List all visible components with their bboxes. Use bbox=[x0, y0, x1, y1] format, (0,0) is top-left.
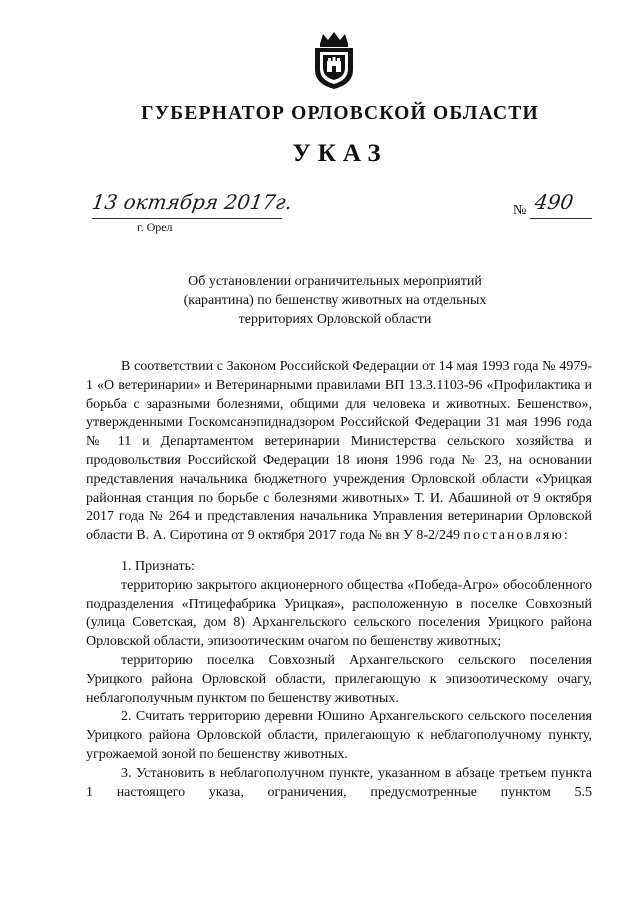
subject-line: (карантина) по бешенству животных на отдельных bbox=[183, 293, 487, 308]
number-underline bbox=[530, 218, 592, 219]
item-paragraph: 2. Считать территорию деревни Юшино Архангельского сельского поселения Урицкого района Орловской области, прилегающую к неблагополучному пункту, угрожаемой зоной по бешенству животных. bbox=[86, 709, 592, 762]
number-label: № bbox=[513, 203, 527, 218]
date-underline bbox=[92, 218, 282, 219]
preamble-paragraph bbox=[86, 358, 592, 546]
item-paragraph: 3. Установить в неблагополучном пункте, указанном в абзаце третьем пункта 1 настоящего указа, ограничения, предусмотренные пунктом 5.5 bbox=[86, 765, 592, 800]
subject-line: территориях Орловской области bbox=[238, 312, 432, 327]
subject-line: Об установлении ограничительных мероприятий bbox=[188, 274, 482, 289]
city-label: г. Орел bbox=[137, 220, 173, 234]
item-paragraph: 1. Признать: bbox=[121, 558, 195, 574]
decree-body bbox=[86, 358, 592, 802]
preamble-keyword: постановляю: bbox=[463, 528, 570, 544]
item-paragraph: территорию закрытого акционерного общества «Победа-Агро» обособленного подразделения «Птицефабрика Урицкая», расположенную в поселке Совхозный (улица Советская, дом 8) Архангельского сельского поселения Урицкого района Орловской области, эпизоотическим очагом по бешенству животных; bbox=[86, 577, 592, 650]
item-paragraph: территорию поселка Совхозный Архангельского сельского поселения Урицкого района Орловской области, прилегающую к эпизоотическому очагу, неблагополучным пунктом по бешенству животных. bbox=[86, 652, 592, 706]
coat-of-arms-emblem bbox=[311, 30, 357, 90]
handwritten-date: 13 октября 2017г. bbox=[90, 190, 294, 214]
preamble-text: В соответствии с Законом Российской Федерации от 14 мая 1993 года № 4979-1 «О ветеринарии» и Ветеринарными правилами ВП 13.3.1103-96 «Профилактика и борьба с заразными болезнями, общими для человека и животных. Бешенство», утвержденными Госкомсанэпиднадзором Российской Федерации 31 мая 1996 года № 11 и Департаментом ветеринарии Министерства сельского хозяйства и продовольствия Российской Федерации 18 июня 1996 года № 23, на основании представления начальника бюджетного учреждения Орловской области «Урицкая районная станция по борьбе с болезнями животных» Т. И. Абашиной от 9 октября 2017 года № 264 и представления начальника Управления ветеринарии Орловской области В. А. Сиротина от 9 октября 2017 года № вн У 8-2/249 bbox=[86, 359, 592, 544]
decree-title: УКАЗ bbox=[292, 140, 388, 167]
governor-title: ГУБЕРНАТОР ОРЛОВСКОЙ ОБЛАСТИ bbox=[141, 103, 539, 124]
handwritten-number: 490 bbox=[533, 190, 575, 214]
decree-subject bbox=[170, 272, 500, 329]
